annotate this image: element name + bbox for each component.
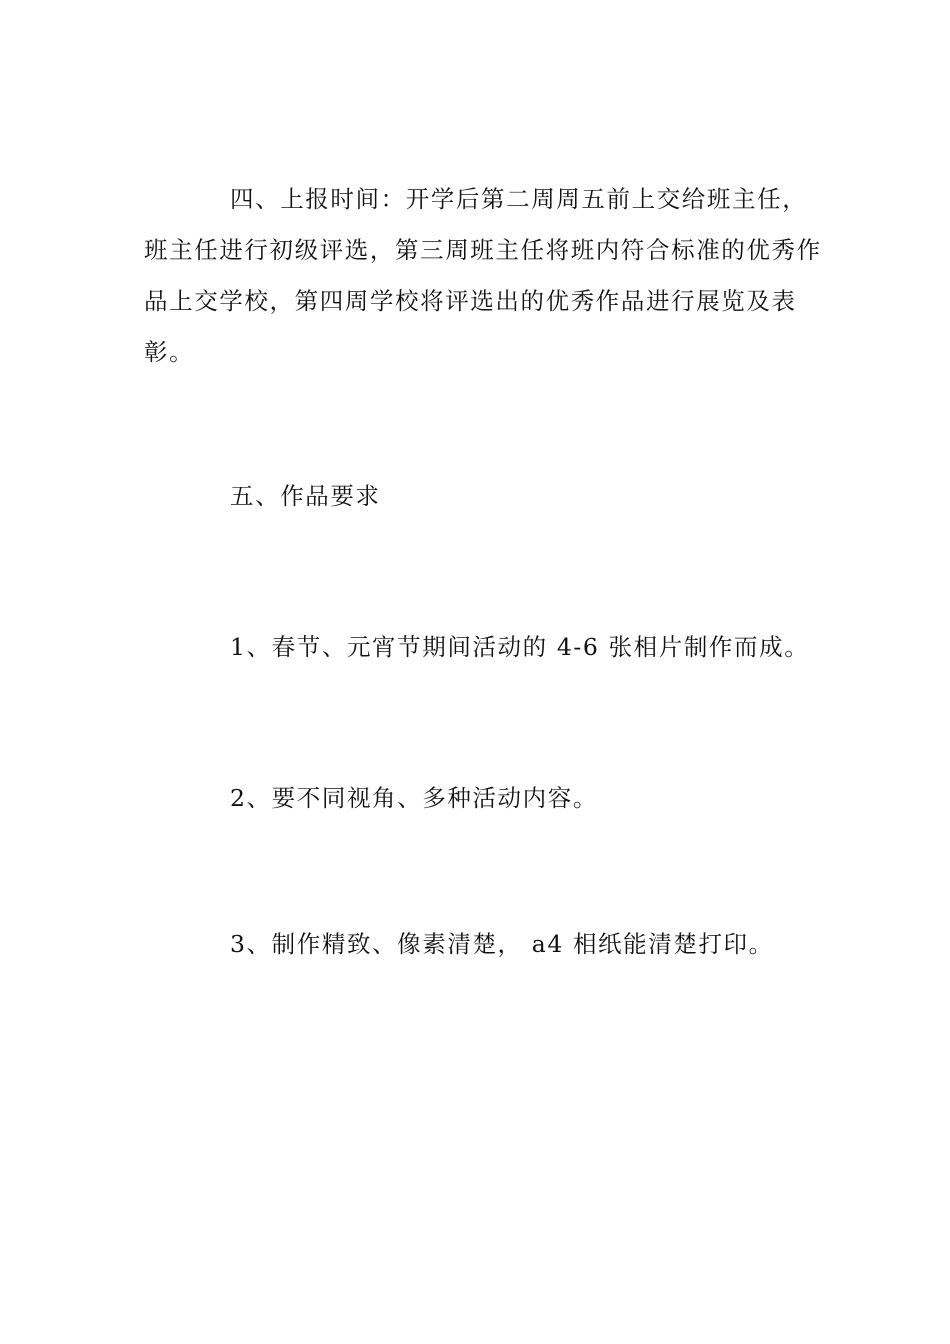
requirement-item-2: 2、要不同视角、多种活动内容。 — [230, 784, 598, 812]
requirement-item-3: 3、制作精致、像素清楚， a4 相纸能清楚打印。 — [230, 930, 774, 958]
requirement-item-1: 1、春节、元宵节期间活动的 4-6 张相片制作而成。 — [230, 633, 810, 661]
paragraph-submission-time: 四、上报时间：开学后第二周周五前上交给班主任，班主任进行初级评选，第三周班主任将班内符合标准的优秀作品上交学校，第四周学校将评选出的优秀作品进行展览及表彰。 — [144, 185, 822, 366]
section-heading-requirements: 五、作品要求 — [230, 482, 381, 510]
